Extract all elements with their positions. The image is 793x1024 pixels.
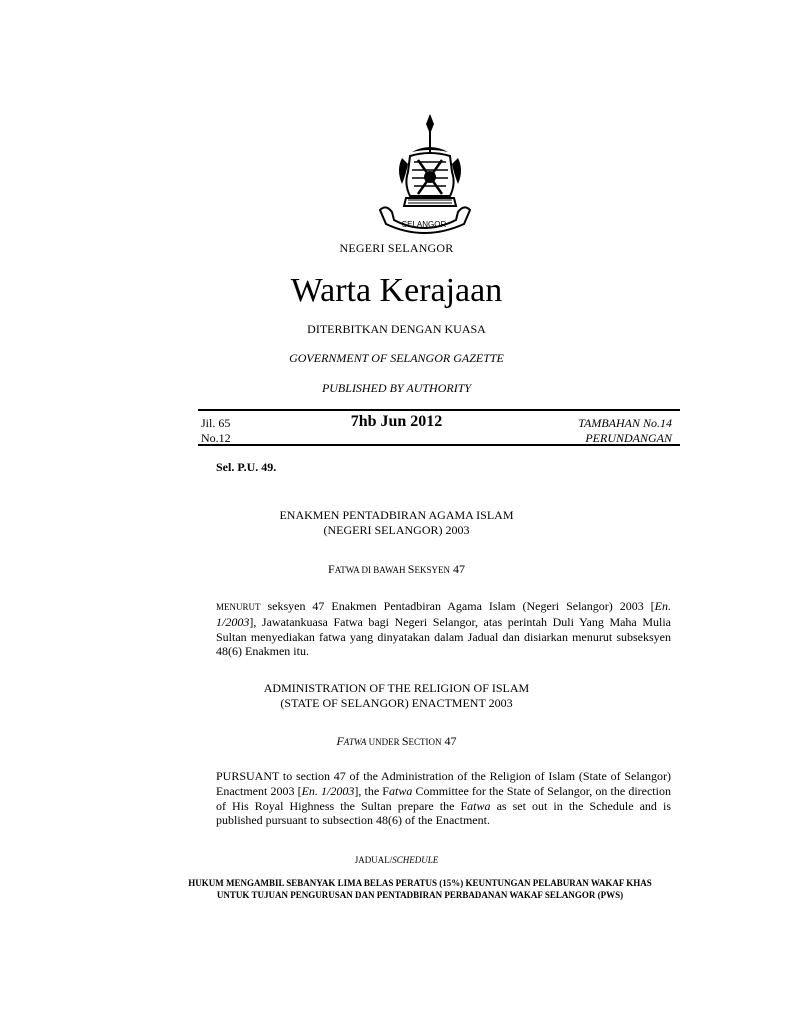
paragraph-malay-enactment-ref: En. 1/2003 (216, 599, 671, 629)
fatwa-heading-english-under: UNDER (366, 737, 402, 747)
volume-jil: Jil. 65 (201, 416, 231, 430)
paragraph-malay (216, 599, 671, 659)
paragraph-english-text-d: as set out in the Schedule and is published pursuant to subsection 48(6) of the Enactment. (216, 798, 671, 828)
paragraph-english (216, 769, 671, 828)
state-name: NEGERI SELANGOR (339, 241, 454, 255)
subtitle-gazette-english: GOVERNMENT OF SELANGOR GAZETTE (289, 351, 504, 365)
crest-text: SELANGOR (401, 220, 447, 229)
fatwa-heading-english-number: 47 (441, 734, 457, 748)
paragraph-malay-text-b: ], Jawatankuasa Fatwa bagi Negeri Selangor, atas perintah Duli Yang Maha Mulia Sultan menyediakan fatwa yang dinyatakan dalam Jadual dan disiarkan menurut subseksyen 48(6) Enakmen itu. (216, 614, 671, 659)
schedule-label-malay: JADUAL/ (354, 855, 393, 865)
schedule-heading: HUKUM MENGAMBIL SEBANYAK LIMA BELAS PERATUS (15%) KEUNTUNGAN PELABURAN WAKAF KHAS UNTUK TUJUAN PENGURUSAN DAN PENTADBIRAN PERBADANAN WAKAF SELANGOR (PWS) (188, 878, 652, 900)
supplement-number: TAMBAHAN No.14 (578, 416, 672, 430)
fatwa-heading-english-cap1: F (336, 734, 344, 748)
selangor-crest-icon (372, 112, 472, 242)
subtitle-authority-malay: DITERBITKAN DENGAN KUASA (307, 322, 486, 336)
paragraph-english-enactment-ref: En. 1/2003 (301, 783, 355, 798)
publication-reference: Sel. P.U. 49. (216, 460, 277, 474)
fatwa-heading-english-sc1: ATWA (343, 737, 367, 747)
header-rule-bottom (198, 444, 680, 446)
fatwa-heading-malay-sc1: ATWA DI BAWAH (334, 565, 408, 575)
supplement-type: PERUNDANGAN (585, 431, 672, 445)
act-title-english-line2: (STATE OF SELANGOR) ENACTMENT 2003 (280, 696, 513, 710)
fatwa-heading-malay-number: 47 (449, 562, 465, 576)
paragraph-english-lead: PURSUANT (216, 769, 280, 783)
fatwa-heading-english-sc2: ECTION (408, 737, 442, 747)
paragraph-malay-text-a: seksyen 47 Enakmen Pentadbiran Agama Islam (Negeri Selangor) 2003 [ (260, 599, 655, 613)
fatwa-heading-malay-cap2: S (407, 562, 415, 576)
volume-no: No.12 (201, 431, 231, 445)
paragraph-english-fatwa-1: atwa (388, 783, 413, 798)
fatwa-heading-malay (0, 562, 793, 577)
fatwa-heading-english-cap2: S (401, 734, 409, 748)
subtitle-authority-english: PUBLISHED BY AUTHORITY (321, 381, 472, 395)
paragraph-english-text-b: ], the F (354, 783, 389, 798)
paragraph-english-text-a: to section 47 of the Administration of the Religion of Islam (State of Selangor) Enactment 2003 [ (216, 769, 671, 798)
act-title-malay-line2: (NEGERI SELANGOR) 2003 (323, 523, 470, 537)
fatwa-heading-malay-sc2: EKSYEN (414, 565, 450, 575)
act-title-malay-line1: ENAKMEN PENTADBIRAN AGAMA ISLAM (279, 508, 514, 522)
paragraph-english-fatwa-2: atwa (467, 798, 491, 813)
paragraph-english-text-c: Committee for the State of Selangor, on the direction of His Royal Highness the Sultan prepare the F (216, 783, 671, 813)
paragraph-malay-lead: MENURUT (216, 602, 261, 612)
act-title-english-line1: ADMINISTRATION OF THE RELIGION OF ISLAM (263, 681, 530, 695)
fatwa-heading-malay-cap1: F (328, 562, 335, 576)
gazette-title: Warta Kerajaan (290, 272, 503, 309)
act-title-english (0, 681, 793, 711)
fatwa-heading-english (0, 734, 793, 749)
act-title-malay (0, 508, 793, 538)
supplement-info (578, 416, 672, 446)
issue-date: 7hb Jun 2012 (350, 413, 443, 430)
schedule-label-english: SCHEDULE (392, 855, 439, 865)
header-rule-top (198, 409, 680, 411)
schedule-label (0, 855, 793, 865)
